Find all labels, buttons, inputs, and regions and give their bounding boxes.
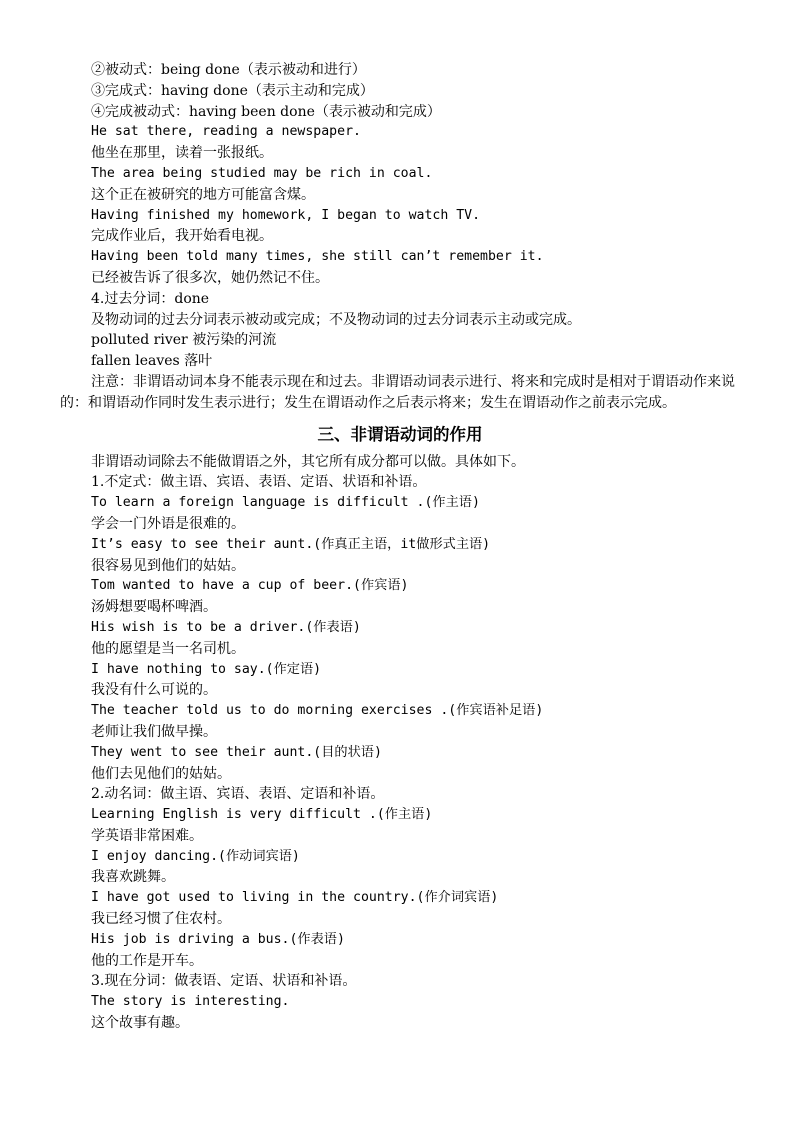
text-line: 我已经习惯了住农村。 xyxy=(91,911,231,928)
text-line: 他的工作是开车。 xyxy=(91,952,203,969)
text-line: 非谓语动词除去不能做谓语之外，其它所有成分都可以做。具体如下。 xyxy=(91,453,525,470)
text-line: 我没有什么可说的。 xyxy=(91,682,217,699)
example-sentence: They went to see their aunt.(目的状语) xyxy=(91,744,382,760)
text-line: 老师让我们做早操。 xyxy=(91,723,217,740)
example-sentence: I have nothing to say.(作定语) xyxy=(91,661,322,677)
example-sentence: The story is interesting. xyxy=(91,994,290,1010)
text-line: 完成作业后，我开始看电视。 xyxy=(91,228,273,245)
section-heading: 三、非谓语动词的作用 xyxy=(317,424,483,444)
text-line: ④完成被动式：having been done（表示被动和完成） xyxy=(91,103,441,120)
example-sentence: Having finished my homework, I began to watch TV. xyxy=(91,207,481,223)
text-line: polluted river 被污染的河流 xyxy=(91,332,277,349)
text-line: 学英语非常困难。 xyxy=(91,827,203,844)
text-line: 很容易见到他们的姑姑。 xyxy=(91,557,245,574)
text-line: ②被动式：being done（表示被动和进行） xyxy=(91,62,366,78)
example-sentence: The area being studied may be rich in coal. xyxy=(91,165,433,181)
text-line: 汤姆想要喝杯啤酒。 xyxy=(91,599,217,616)
text-line: 他坐在那里，读着一张报纸。 xyxy=(91,145,273,162)
text-line: 2.动名词：做主语、宾语、表语、定语和补语。 xyxy=(91,786,385,803)
text-line: 3.现在分词：做表语、定语、状语和补语。 xyxy=(91,973,357,990)
text-line: 他的愿望是当一名司机。 xyxy=(91,640,245,657)
text-line: 学会一门外语是很难的。 xyxy=(91,515,245,532)
text-line: ③完成式：having done（表示主动和完成） xyxy=(91,82,374,99)
example-sentence: The teacher told us to do morning exercises .(作宾语补足语) xyxy=(91,703,544,719)
document-body xyxy=(60,60,740,1034)
section-nonfinite-forms xyxy=(60,60,740,372)
example-sentence: I enjoy dancing.(作动词宾语) xyxy=(91,848,300,864)
text-line: 这个正在被研究的地方可能富含煤。 xyxy=(91,186,315,203)
example-sentence: Having been told many times, she still can’t remember it. xyxy=(91,249,544,265)
example-sentence: It’s easy to see their aunt.(作真正主语，it做形式主语) xyxy=(91,536,491,552)
example-sentence: I have got used to living in the country.(作介词宾语) xyxy=(91,890,499,906)
example-sentence: His job is driving a bus.(作表语) xyxy=(91,931,345,947)
example-sentence: His wish is to be a driver.(作表语) xyxy=(91,619,361,635)
text-line: 已经被告诉了很多次，她仍然记不住。 xyxy=(91,269,329,286)
text-line: 这个故事有趣。 xyxy=(91,1015,189,1032)
text-line: 1.不定式：做主语、宾语、表语、定语、状语和补语。 xyxy=(91,474,427,491)
example-sentence: To learn a foreign language is difficult .(作主语) xyxy=(91,495,480,511)
note-paragraph: 注意：非谓语动词本身不能表示现在和过去。非谓语动词表示进行、将来和完成时是相对于谓语动作来说的：和谓语动作同时发生表示进行；发生在谓语动作之后表示将来；发生在谓语动作之前表示完成。 xyxy=(60,373,735,411)
text-line: 我喜欢跳舞。 xyxy=(91,869,175,886)
text-line: 及物动词的过去分词表示被动或完成；不及物动词的过去分词表示主动或完成。 xyxy=(91,311,581,328)
text-line: 4.过去分词：done xyxy=(91,290,210,307)
example-sentence: Learning English is very difficult .(作主语) xyxy=(91,807,433,823)
example-sentence: Tom wanted to have a cup of beer.(作宾语) xyxy=(91,578,409,594)
section-nonfinite-functions xyxy=(60,452,740,1034)
example-sentence: He sat there, reading a newspaper. xyxy=(91,124,361,140)
text-line: fallen leaves 落叶 xyxy=(91,353,213,370)
text-line: 他们去见他们的姑姑。 xyxy=(91,765,231,782)
